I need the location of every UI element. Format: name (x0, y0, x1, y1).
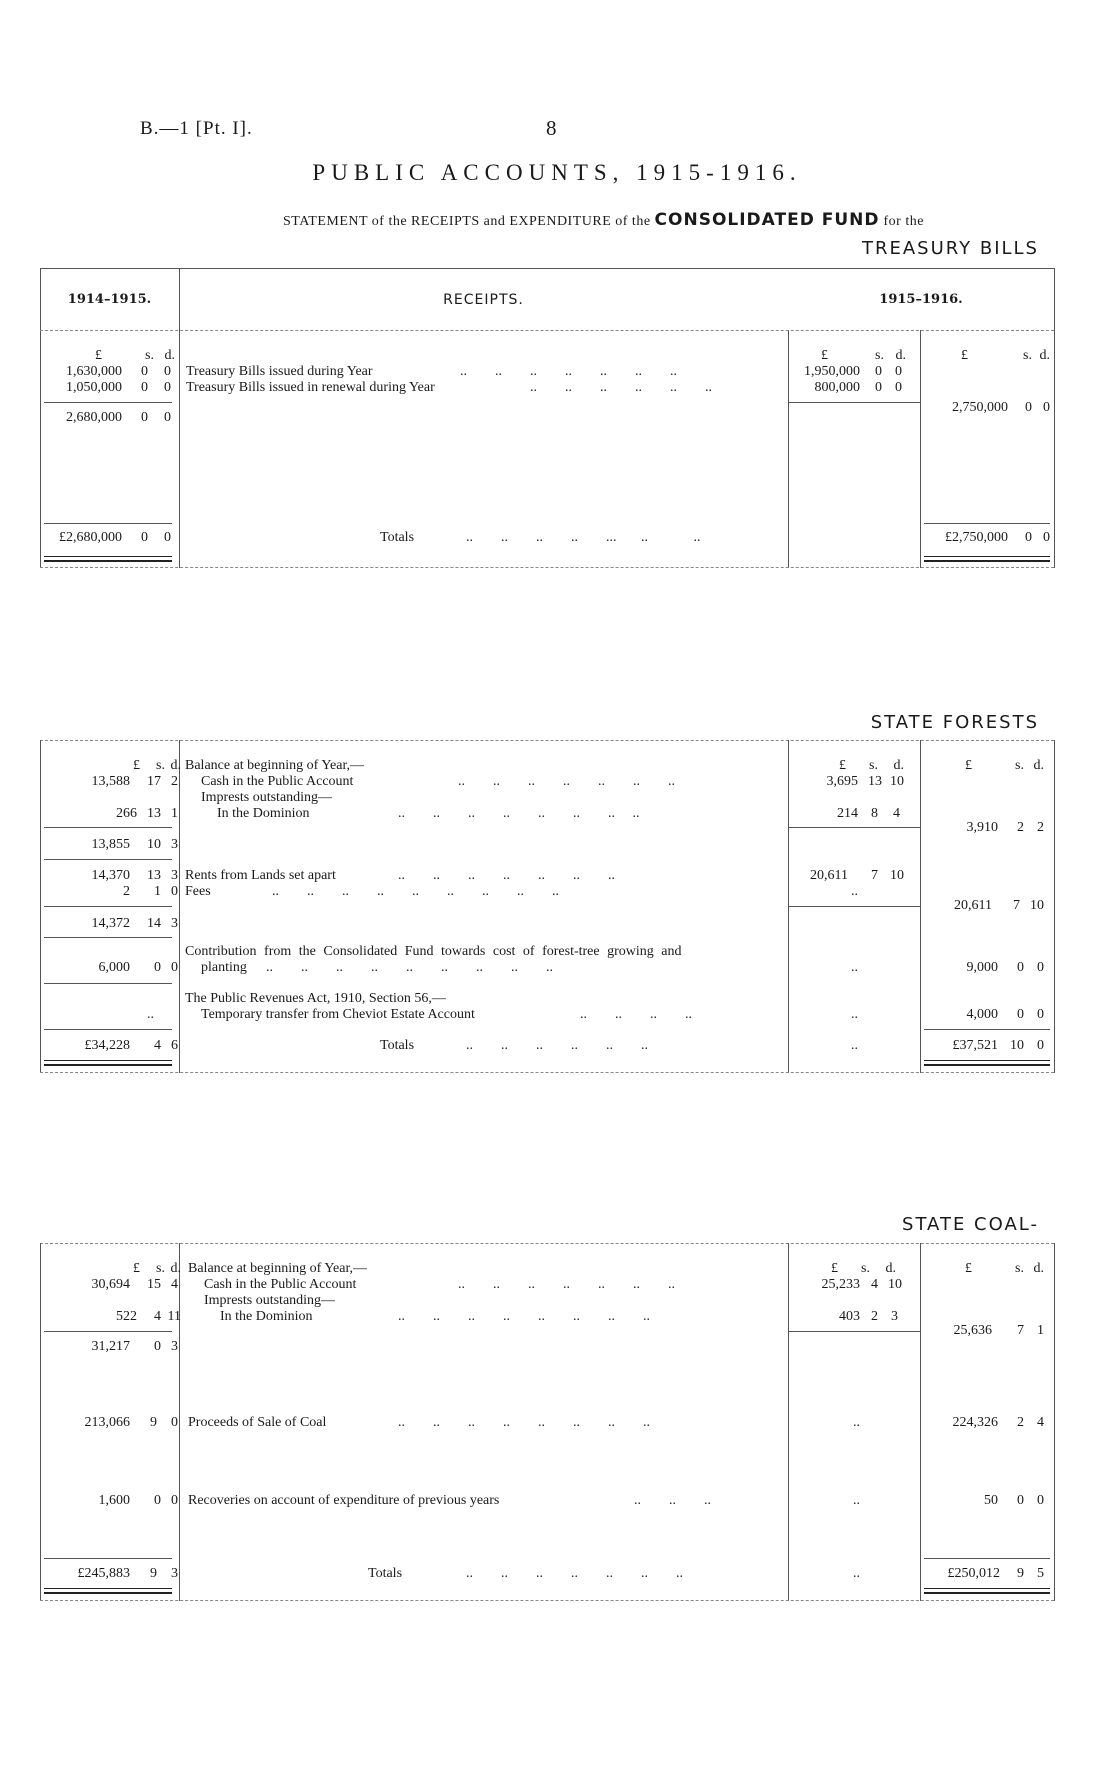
cash-amount-pence: 10 (890, 774, 904, 789)
unit-shillings: s. (1023, 348, 1032, 363)
column-rule (788, 1243, 789, 1601)
leader-dots: .. .. .. .. .. .. .. (398, 868, 615, 883)
column-rule (40, 268, 41, 568)
total-curr-shillings: 9 (1017, 1566, 1024, 1581)
column-rule (1054, 1243, 1055, 1601)
unit-pounds: £ (133, 1261, 140, 1276)
page-reference: B.—1 [Pt. I]. (140, 118, 253, 139)
recoveries-amount: .. (853, 1493, 860, 1508)
contribution-label-line1: Contribution from the Consolidated Fund towards cost of forest-tree growing and (185, 944, 682, 959)
unit-pounds: £ (831, 1261, 838, 1276)
unit-pence: d. (1033, 1261, 1044, 1276)
total-curr-pence: 0 (1043, 530, 1050, 545)
dominion-prev-shillings: 4 (154, 1309, 161, 1324)
total-rule (924, 523, 1050, 524)
rents-amount-shillings: 7 (871, 868, 878, 883)
balance-label: Balance at beginning of Year,— (188, 1261, 368, 1276)
prev-pence: 0 (164, 380, 171, 395)
total-prev-pounds: £34,228 (84, 1038, 130, 1053)
amount-pence: 0 (895, 380, 902, 395)
act-amount: .. (851, 1007, 858, 1022)
recoveries-curr-shillings: 0 (1017, 1493, 1024, 1508)
row-rule (44, 937, 172, 938)
dominion-prev-pounds: 522 (116, 1309, 137, 1324)
cash-amount-shillings: 13 (868, 774, 882, 789)
table-rule (40, 1243, 1054, 1244)
dominion-amount-pence: 3 (891, 1309, 898, 1324)
leader-dots: .. .. .. .. .. .. .. .. (398, 806, 640, 821)
unit-pounds: £ (839, 758, 846, 773)
cash-prev-pounds: 13,588 (91, 774, 130, 789)
unit-pence: d. (1039, 348, 1050, 363)
sub1-curr-shillings: 2 (1017, 820, 1024, 835)
amount-shillings: 0 (875, 364, 882, 379)
row-description: Treasury Bills issued in renewal during Year (186, 380, 435, 395)
subtotal-prev-shillings: 0 (141, 410, 148, 425)
total-curr-shillings: 0 (1025, 530, 1032, 545)
act-curr-pounds: 4,000 (966, 1007, 998, 1022)
sale-curr-pounds: 224,326 (952, 1415, 998, 1430)
sub2-curr-shillings: 7 (1013, 898, 1020, 913)
total-rule (44, 1029, 172, 1030)
total-rule (924, 1029, 1050, 1030)
imprests-label: Imprests outstanding— (201, 790, 333, 805)
fees-prev-shillings: 1 (154, 884, 161, 899)
subtotal-curr-pence: 0 (1043, 400, 1050, 415)
total-prev-pence: 0 (164, 530, 171, 545)
totals-label: Totals (380, 1038, 415, 1053)
section-title-state-coal: STATE COAL- (902, 1214, 1039, 1235)
totals-label: Totals (380, 530, 415, 545)
table-rule (40, 567, 1054, 568)
prev-pounds: 1,630,000 (66, 364, 122, 379)
rents-label: Rents from Lands set apart (185, 868, 336, 883)
cash-prev-pence: 4 (171, 1277, 178, 1292)
amount-shillings: 0 (875, 380, 882, 395)
sub1-curr-pounds: 3,910 (966, 820, 998, 835)
total-rule (44, 1558, 172, 1559)
table-rule (40, 1072, 1054, 1073)
table-rule (40, 1600, 1054, 1601)
sale-curr-shillings: 2 (1017, 1415, 1024, 1430)
total-amount: .. (853, 1566, 860, 1581)
unit-pounds: £ (961, 348, 968, 363)
contribution-prev-pence: 0 (171, 960, 178, 975)
column-rule (40, 1243, 41, 1601)
subtotal-curr-pounds: 2,750,000 (952, 400, 1008, 415)
column-rule (40, 740, 41, 1073)
act-curr-shillings: 0 (1017, 1007, 1024, 1022)
act-curr-pence: 0 (1037, 1007, 1044, 1022)
total-rule (44, 523, 172, 524)
recoveries-prev-pence: 0 (171, 1493, 178, 1508)
total-curr-pounds: £37,521 (952, 1038, 998, 1053)
total-curr-pounds: £2,750,000 (945, 530, 1008, 545)
prev-shillings: 0 (141, 364, 148, 379)
sub1-curr-pence: 1 (1037, 1323, 1044, 1338)
row-rule (44, 983, 172, 984)
double-rule (924, 1588, 1050, 1594)
cash-label: Cash in the Public Account (204, 1277, 357, 1292)
statement-prefix: STATEMENT of the RECEIPTS and EXPENDITURE of the (283, 214, 651, 229)
sub1-prev-shillings: 0 (154, 1339, 161, 1354)
recoveries-curr-pence: 0 (1037, 1493, 1044, 1508)
unit-shillings: s. (861, 1261, 870, 1276)
sub1-curr-shillings: 7 (1017, 1323, 1024, 1338)
column-rule (179, 1243, 180, 1601)
act-prev: .. (147, 1007, 154, 1022)
total-prev-pence: 3 (171, 1566, 178, 1581)
dominion-amount-pounds: 403 (839, 1309, 860, 1324)
sub1-prev-pence: 3 (171, 1339, 178, 1354)
leader-dots: .. .. .. .. .. .. .. (466, 1566, 683, 1581)
sub1-prev-pounds: 31,217 (91, 1339, 130, 1354)
unit-pounds: £ (821, 348, 828, 363)
column-rule (920, 740, 921, 1073)
sale-prev-pounds: 213,066 (84, 1415, 130, 1430)
act-label-line2: Temporary transfer from Cheviot Estate Account (201, 1007, 475, 1022)
total-curr-pence: 5 (1037, 1566, 1044, 1581)
cash-prev-pence: 2 (171, 774, 178, 789)
contribution-curr-shillings: 0 (1017, 960, 1024, 975)
subtotal-rule (44, 402, 172, 403)
sub1-curr-pounds: 25,636 (953, 1323, 992, 1338)
table-rule (40, 740, 1054, 741)
subtotal-prev-pounds: 2,680,000 (66, 410, 122, 425)
fees-prev-pence: 0 (171, 884, 178, 899)
leader-dots: .. .. .. .. (580, 1007, 692, 1022)
sub2-curr-pounds: 20,611 (954, 898, 992, 913)
state-forests-table (40, 740, 1054, 1073)
total-curr-shillings: 10 (1010, 1038, 1024, 1053)
dominion-amount-shillings: 2 (871, 1309, 878, 1324)
rents-amount-pence: 10 (890, 868, 904, 883)
column-header-receipts: RECEIPTS. (443, 292, 524, 308)
double-rule (924, 556, 1050, 562)
contribution-amount: .. (851, 960, 858, 975)
statement-heading (283, 210, 924, 230)
unit-pounds: £ (95, 348, 102, 363)
unit-shillings: s. (875, 348, 884, 363)
double-rule (44, 556, 172, 562)
column-header-1915-1916: 1915–1916. (879, 292, 963, 307)
balance-label: Balance at beginning of Year,— (185, 758, 365, 773)
rents-prev-shillings: 13 (147, 868, 161, 883)
header-rule (40, 330, 1054, 331)
cash-amount-pounds: 25,233 (821, 1277, 860, 1292)
sub1-curr-pence: 2 (1037, 820, 1044, 835)
unit-shillings: s. (1015, 758, 1024, 773)
column-rule (1054, 740, 1055, 1073)
unit-pence: d. (170, 758, 181, 773)
unit-shillings: s. (1015, 1261, 1024, 1276)
sub1-prev-shillings: 10 (147, 837, 161, 852)
sub2-prev-shillings: 14 (147, 916, 161, 931)
dominion-prev-pence: 11 (167, 1309, 181, 1324)
page-number: 8 (546, 116, 557, 140)
sub2-curr-pence: 10 (1030, 898, 1044, 913)
dominion-label: In the Dominion (220, 1309, 313, 1324)
fees-amount: .. (851, 884, 858, 899)
rents-prev-pence: 3 (171, 868, 178, 883)
unit-shillings: s. (156, 1261, 165, 1276)
unit-pence: d. (895, 348, 906, 363)
state-coal-table (40, 1243, 1054, 1601)
unit-pence: d. (893, 758, 904, 773)
sub1-prev-pounds: 13,855 (91, 837, 130, 852)
totals-label: Totals (368, 1566, 403, 1581)
amount-pence: 0 (895, 364, 902, 379)
leader-dots: .. .. .. .. .. .. .. .. (398, 1415, 650, 1430)
subtotal-rule (788, 906, 920, 907)
dominion-prev-pounds: 266 (116, 806, 137, 821)
prev-pence: 0 (164, 364, 171, 379)
column-rule (920, 1243, 921, 1601)
subtotal-rule (44, 1331, 172, 1332)
total-curr-pence: 0 (1037, 1038, 1044, 1053)
cash-label: Cash in the Public Account (201, 774, 354, 789)
total-prev-pounds: £245,883 (77, 1566, 130, 1581)
cash-prev-shillings: 17 (147, 774, 161, 789)
leader-dots: .. .. .. .. .. .. (466, 1038, 648, 1053)
dominion-prev-pence: 1 (171, 806, 178, 821)
total-prev-shillings: 9 (150, 1566, 157, 1581)
column-header-1914-1915: 1914–1915. (67, 292, 152, 307)
leader-dots: .. .. .. .. .. .. .. .. .. (266, 960, 553, 975)
dominion-prev-shillings: 13 (147, 806, 161, 821)
column-rule (179, 268, 180, 568)
treasury-bills-table (40, 268, 1054, 568)
unit-pence: d. (170, 1261, 181, 1276)
total-prev-pence: 6 (171, 1038, 178, 1053)
leader-dots: .. .. .. .. .. .. .. (458, 774, 675, 789)
leader-dots: .. .. .. .. .. .. .. .. (398, 1309, 650, 1324)
contribution-prev-pounds: 6,000 (98, 960, 130, 975)
column-rule (920, 330, 921, 568)
amount-pounds: 1,950,000 (804, 364, 860, 379)
dominion-label: In the Dominion (217, 806, 310, 821)
leader-dots: .. .. .. (634, 1493, 711, 1508)
section-title-state-forests: STATE FORESTS (870, 712, 1039, 733)
total-prev-shillings: 0 (141, 530, 148, 545)
sub1-prev-pence: 3 (171, 837, 178, 852)
unit-shillings: s. (869, 758, 878, 773)
leader-dots: .. .. .. .. ... .. .. (466, 530, 701, 545)
unit-pounds: £ (133, 758, 140, 773)
statement-fund: CONSOLIDATED FUND (654, 210, 880, 230)
unit-shillings: s. (145, 348, 154, 363)
prev-shillings: 0 (141, 380, 148, 395)
subtotal-rule (44, 906, 172, 907)
row-description: Treasury Bills issued during Year (186, 364, 373, 379)
recoveries-label: Recoveries on account of expenditure of previous years (188, 1493, 500, 1508)
leader-dots: .. .. .. .. .. .. (530, 380, 712, 395)
prev-pounds: 1,050,000 (66, 380, 122, 395)
total-prev-shillings: 4 (154, 1038, 161, 1053)
dominion-amount-pounds: 214 (837, 806, 858, 821)
statement-suffix: for the (883, 214, 924, 229)
unit-pence: d. (164, 348, 175, 363)
contribution-prev-shillings: 0 (154, 960, 161, 975)
recoveries-prev-pounds: 1,600 (98, 1493, 130, 1508)
double-rule (44, 1588, 172, 1594)
sub2-prev-pence: 3 (171, 916, 178, 931)
sale-prev-pence: 0 (171, 1415, 178, 1430)
table-rule (40, 268, 1054, 269)
dominion-amount-pence: 4 (893, 806, 900, 821)
subtotal-rule (44, 827, 172, 828)
contribution-curr-pence: 0 (1037, 960, 1044, 975)
sub2-prev-pounds: 14,372 (91, 916, 130, 931)
row-rule (44, 859, 172, 860)
section-title-treasury-bills: TREASURY BILLS (861, 238, 1039, 259)
recoveries-prev-shillings: 0 (154, 1493, 161, 1508)
unit-pounds: £ (965, 1261, 972, 1276)
total-amount: .. (851, 1038, 858, 1053)
cash-prev-shillings: 15 (147, 1277, 161, 1292)
imprests-label: Imprests outstanding— (204, 1293, 336, 1308)
double-rule (44, 1060, 172, 1066)
unit-shillings: s. (156, 758, 165, 773)
amount-pounds: 800,000 (814, 380, 860, 395)
sale-curr-pence: 4 (1037, 1415, 1044, 1430)
contribution-curr-pounds: 9,000 (966, 960, 998, 975)
total-prev-pounds: £2,680,000 (59, 530, 122, 545)
total-curr-pounds: £250,012 (947, 1566, 1000, 1581)
cash-amount-shillings: 4 (871, 1277, 878, 1292)
rents-amount-pounds: 20,611 (810, 868, 848, 883)
cash-amount-pounds: 3,695 (826, 774, 858, 789)
subtotal-rule (788, 827, 920, 828)
sale-prev-shillings: 9 (150, 1415, 157, 1430)
sale-amount: .. (853, 1415, 860, 1430)
column-rule (788, 330, 789, 568)
column-rule (179, 740, 180, 1073)
subtotal-prev-pence: 0 (164, 410, 171, 425)
total-rule (924, 1558, 1050, 1559)
dominion-amount-shillings: 8 (871, 806, 878, 821)
rents-prev-pounds: 14,370 (91, 868, 130, 883)
leader-dots: .. .. .. .. .. .. .. (458, 1277, 675, 1292)
double-rule (924, 1060, 1050, 1066)
unit-pence: d. (885, 1261, 896, 1276)
subtotal-curr-shillings: 0 (1025, 400, 1032, 415)
column-rule (1054, 268, 1055, 568)
contribution-label-line2: planting (201, 960, 247, 975)
sale-label: Proceeds of Sale of Coal (188, 1415, 327, 1430)
subtotal-rule (788, 1331, 920, 1332)
leader-dots: .. .. .. .. .. .. .. (460, 364, 677, 379)
fees-prev-pounds: 2 (123, 884, 130, 899)
fees-label: Fees (185, 884, 211, 899)
act-label-line1: The Public Revenues Act, 1910, Section 56,— (185, 991, 446, 1006)
unit-pounds: £ (965, 758, 972, 773)
page-title: PUBLIC ACCOUNTS, 1915-1916. (312, 160, 802, 185)
leader-dots: .. .. .. .. .. .. .. .. .. (272, 884, 559, 899)
cash-amount-pence: 10 (888, 1277, 902, 1292)
unit-pence: d. (1033, 758, 1044, 773)
recoveries-curr-pounds: 50 (984, 1493, 998, 1508)
cash-prev-pounds: 30,694 (91, 1277, 130, 1292)
subtotal-rule (788, 402, 920, 403)
